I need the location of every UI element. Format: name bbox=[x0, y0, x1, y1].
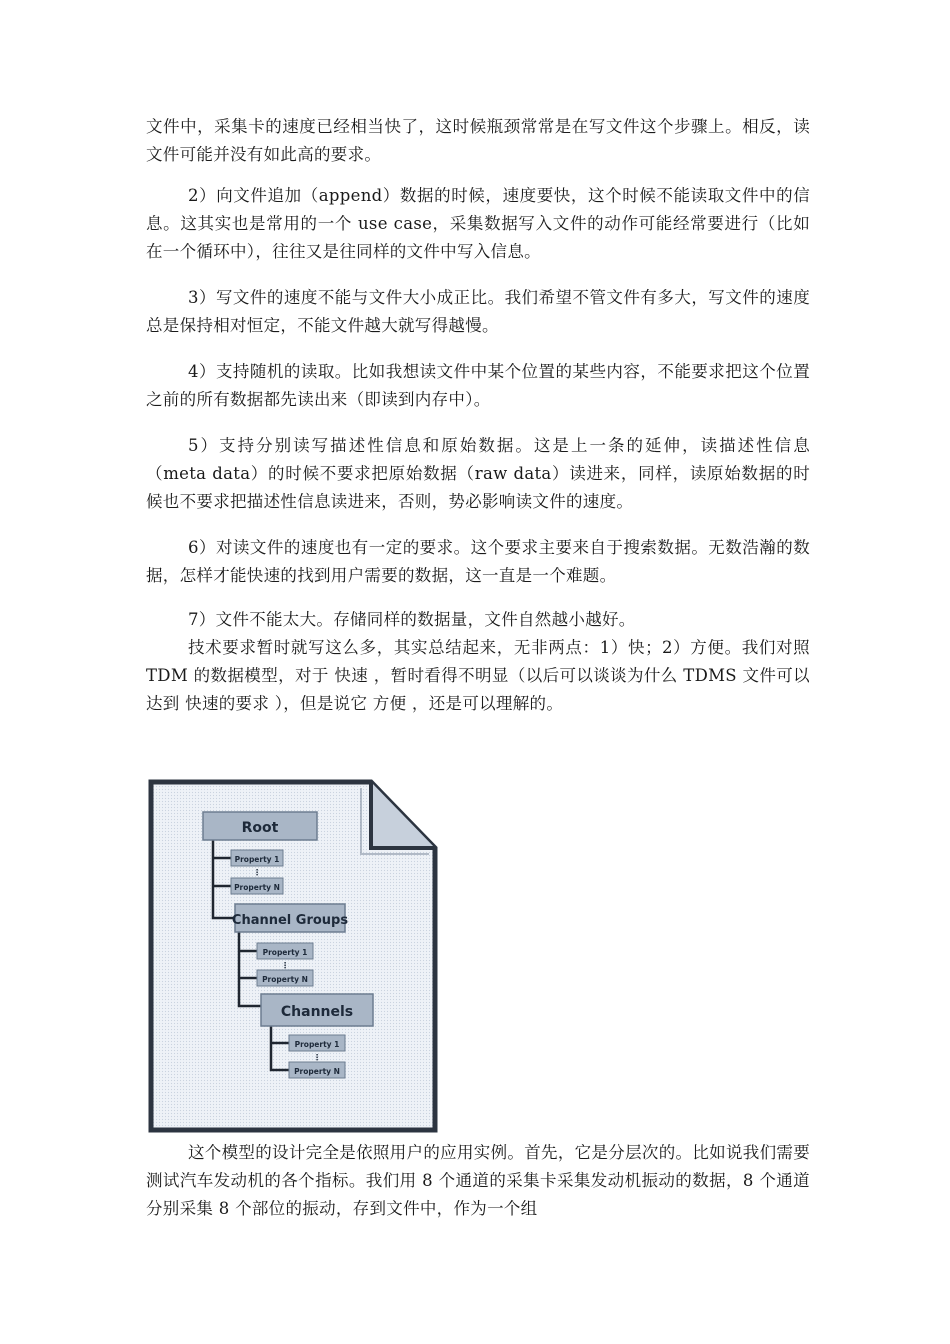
root-property-1-label: Property 1 bbox=[234, 855, 280, 864]
root-label: Root bbox=[241, 820, 279, 836]
paragraph-requirement-6: 6）对读文件的速度也有一定的要求。这个要求主要来自于搜索数据。无数浩瀚的数据，怎样才能快速的找到用户需要的数据，这一直是一个难题。 bbox=[146, 538, 810, 585]
channel-property-1-label: Property 1 bbox=[294, 1040, 340, 1049]
channel-groups-label: Channel Groups bbox=[231, 913, 349, 928]
group-property-n-label: Property N bbox=[262, 975, 308, 984]
paragraph-requirement-3: 3）写文件的速度不能与文件大小成正比。我们希望不管文件有多大，写文件的速度总是保持相对恒定，不能文件越大就写得越慢。 bbox=[146, 288, 810, 335]
root-ellipsis: ⋮ bbox=[253, 868, 261, 877]
channels-label: Channels bbox=[280, 1004, 354, 1020]
root-property-n-label: Property N bbox=[234, 883, 280, 892]
channel-property-n-label: Property N bbox=[294, 1067, 340, 1076]
group-property-1-label: Property 1 bbox=[262, 948, 308, 957]
tdms-data-model-figure bbox=[143, 776, 445, 1138]
group-ellipsis: ⋮ bbox=[281, 961, 289, 970]
tdms-hierarchy-diagram bbox=[143, 776, 445, 1138]
paragraph-requirement-7: 7）文件不能太大。存储同样的数据量，文件自然越小越好。 bbox=[188, 610, 636, 629]
paragraph-intro-continued: 文件中，采集卡的速度已经相当快了，这时候瓶颈常常是在写文件这个步骤上。相反，读文件可能并没有如此高的要求。 bbox=[146, 117, 810, 164]
paragraph-requirement-5: 5）支持分别读写描述性信息和原始数据。这是上一条的延伸，读描述性信息（meta data）的时候不要求把原始数据（raw data）读进来，同样，读原始数据的时候也不要求把描述性信息读进来，否则，势必影响读文件的速度。 bbox=[146, 436, 810, 511]
paragraph-model-design: 这个模型的设计完全是依照用户的应用实例。首先，它是分层次的。比如说我们需要测试汽车发动机的各个指标。我们用 8 个通道的采集卡采集发动机振动的数据，8 个通道分别采集 8 个部位的振动，存到文件中，作为一个组 bbox=[146, 1143, 810, 1218]
channel-ellipsis: ⋮ bbox=[313, 1053, 321, 1062]
paragraph-summary: 技术要求暂时就写这么多，其实总结起来，无非两点：1）快；2）方便。我们对照 TDM 的数据模型，对于 快速 ，暂时看得不明显（以后可以谈谈为什么 TDMS 文件可以达到 快速的要求 ），但是说它 方便 ，还是可以理解的。 bbox=[146, 638, 810, 713]
paragraph-requirement-2: 2）向文件追加（append）数据的时候，速度要快，这个时候不能读取文件中的信息。这其实也是常用的一个 use case，采集数据写入文件的动作可能经常要进行（比如在一个循环中），往往又是往同样的文件中写入信息。 bbox=[146, 186, 810, 261]
paragraph-requirement-4: 4）支持随机的读取。比如我想读文件中某个位置的某些内容，不能要求把这个位置之前的所有数据都先读出来（即读到内存中）。 bbox=[146, 362, 810, 409]
